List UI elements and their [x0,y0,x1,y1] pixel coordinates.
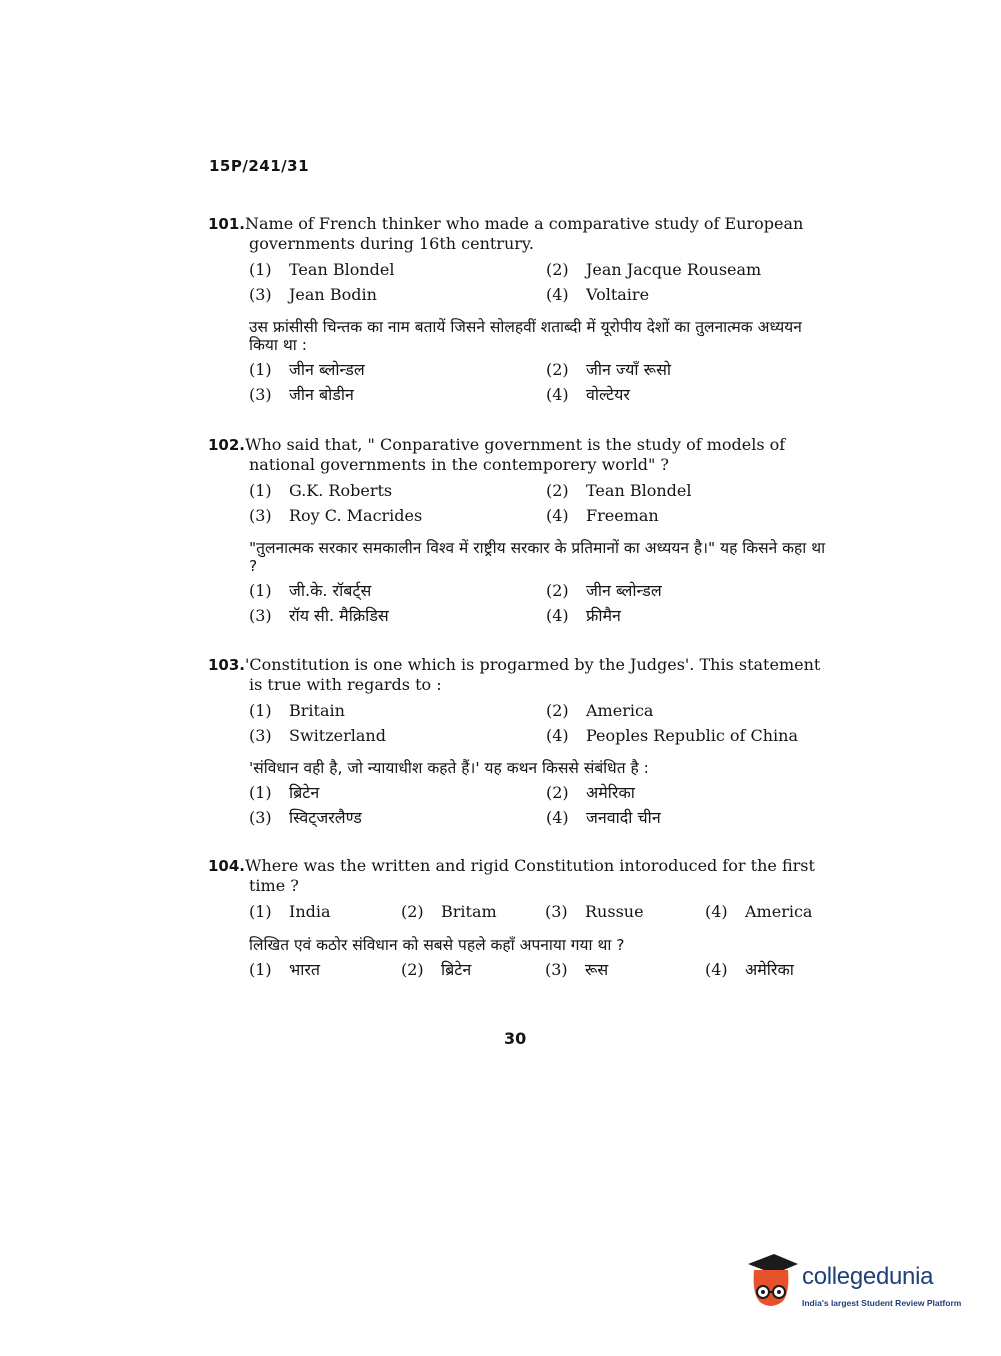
options-english [249,258,833,308]
option-4-hindi[interactable]: (4) वोल्टेयर [546,385,630,404]
options-english [249,900,833,926]
options-hindi [249,781,833,831]
question-102 [208,435,833,629]
option-3[interactable]: (3) Jean Bodin [249,285,377,304]
option-1-hindi[interactable]: (1) जी.के. रॉबर्ट्स [249,581,372,600]
mascot-icon [744,1250,800,1310]
option-1-hindi[interactable]: (1) जीन ब्लोन्डल [249,360,365,379]
question-number: 101. [208,215,246,233]
option-4-hindi[interactable]: (4) जनवादी चीन [546,808,661,827]
option-4[interactable]: (4) Freeman [546,506,659,525]
option-1[interactable]: (1) G.K. Roberts [249,481,393,500]
question-104 [208,856,833,984]
options-hindi [249,358,833,408]
option-3[interactable]: (3) Roy C. Macrides [249,506,423,525]
option-3-hindi[interactable]: (3) रॉय सी. मैक्रिडिस [249,606,389,625]
option-4-hindi[interactable]: (4) फ्रीमैन [546,606,621,625]
option-2[interactable]: (2) Tean Blondel [546,481,692,500]
option-2-hindi[interactable]: (2) जीन ब्लोन्डल [546,581,662,600]
question-number: 102. [208,436,246,454]
option-1-hindi[interactable]: (1) भारत [249,960,321,979]
option-4[interactable]: (4) America [705,902,813,921]
question-text-hindi: "तुलनात्मक सरकार समकालीन विश्व में राष्ट्रीय सरकार के प्रतिमानों का अध्ययन है।" यह किसने कहा था ? [249,539,826,575]
option-1[interactable]: (1) India [249,902,331,921]
brand-name: collegedunia [802,1263,934,1290]
option-3-hindi[interactable]: (3) जीन बोडीन [249,385,354,404]
question-text: Where was the written and rigid Constitution intoroduced for the first time ? [245,856,815,895]
option-4[interactable]: (4) Voltaire [546,285,650,304]
option-3-hindi[interactable]: (3) रूस [545,960,609,979]
option-2-hindi[interactable]: (2) अमेरिका [546,783,635,802]
option-2[interactable]: (2) Jean Jacque Rouseam [546,260,762,279]
option-1[interactable]: (1) Tean Blondel [249,260,395,279]
question-text: Who said that, " Conparative government is the study of models of national governments in the contemporery world" ? [245,435,786,474]
question-text: 'Constitution is one which is progarmed by the Judges'. This statement is true with regards to : [245,655,821,694]
option-4-hindi[interactable]: (4) अमेरिका [705,960,794,979]
question-text-hindi: 'संविधान वही है, जो न्यायाधीश कहते हैं।' यह कथन किससे संबंधित है : [249,759,649,777]
option-3-hindi[interactable]: (3) स्विट्जरलैण्ड [249,808,362,827]
question-text-hindi: उस फ्रांसीसी चिन्तक का नाम बतायें जिसने सोलहवीं शताब्दी में यूरोपीय देशों का तुलनात्मक अध्ययन किया था : [249,318,802,354]
option-3[interactable]: (3) Switzerland [249,726,386,745]
option-2[interactable]: (2) Britam [401,902,497,921]
page-number: 30 [504,1029,527,1048]
option-1[interactable]: (1) Britain [249,701,345,720]
options-hindi [249,958,833,984]
question-101 [208,214,833,408]
paper-code: 15P/241/31 [209,157,310,175]
question-103 [208,655,833,831]
question-text: Name of French thinker who made a comparative study of European governments during 16th centrury. [245,214,804,253]
option-1-hindi[interactable]: (1) ब्रिटेन [249,783,320,802]
question-number: 103. [208,656,246,674]
options-english [249,699,833,749]
option-2-hindi[interactable]: (2) ब्रिटेन [401,960,472,979]
option-3[interactable]: (3) Russue [545,902,644,921]
option-2[interactable]: (2) America [546,701,654,720]
question-text-hindi: लिखित एवं कठोर संविधान को सबसे पहले कहाँ अपनाया गया था ? [249,936,625,954]
question-number: 104. [208,857,246,875]
option-4[interactable]: (4) Peoples Republic of China [546,726,799,745]
collegedunia-logo [744,1250,974,1320]
options-english [249,479,833,529]
options-hindi [249,579,833,629]
option-2-hindi[interactable]: (2) जीन ज्याँ रूसो [546,360,672,379]
brand-tagline: India's largest Student Review Platform [802,1298,962,1308]
